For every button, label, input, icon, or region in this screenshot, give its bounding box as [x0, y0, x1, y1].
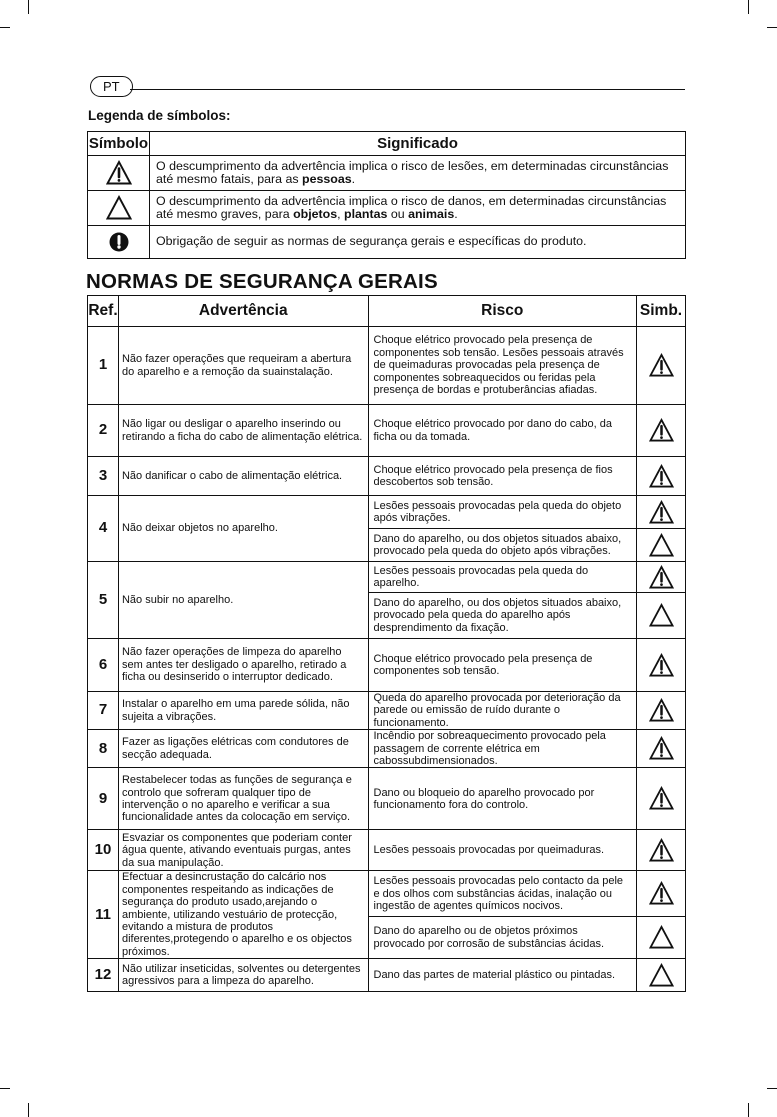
warning-person-icon: [637, 457, 686, 496]
crop-mark: [767, 27, 777, 28]
ref-number: 2: [88, 405, 119, 457]
crop-mark: [748, 1103, 749, 1117]
ref-number: 3: [88, 457, 119, 496]
legend-description: [150, 156, 686, 191]
ref-number: 4: [88, 496, 119, 562]
warning-object-icon: [88, 191, 150, 226]
legend-table: [87, 131, 686, 259]
table-row: [88, 562, 686, 593]
legend-emphasis: objetos: [293, 207, 338, 221]
warning-text: Não fazer operações de limpeza do aparelho sem antes ter desligado o aparelho, retirado a ficha ou desinserido o interruptor dedicado.: [118, 639, 368, 692]
ref-number: 11: [88, 871, 119, 959]
risk-text: Lesões pessoais provocadas pela queda do objeto após vibrações.: [368, 496, 637, 529]
crop-mark: [0, 27, 10, 28]
risk-text: Choque elétrico provocado pela presença de componentes sob tensão.: [368, 639, 637, 692]
risk-text: Incêndio por sobreaquecimento provocado pela passagem de corrente elétrica em cabossubdimensionados.: [368, 730, 637, 768]
warning-text: Instalar o aparelho em uma parede sólida, não sujeita a vibrações.: [118, 692, 368, 730]
risk-text: Dano do aparelho ou de objetos próximos provocado por corrosão de substâncias ácidas.: [368, 917, 637, 959]
section-title: NORMAS DE SEGURANÇA GERAIS: [86, 270, 438, 293]
crop-mark: [0, 1088, 10, 1089]
warning-text: Esvaziar os componentes que poderiam conter água quente, ativando eventuais purgas, antes da sua manipulação.: [118, 830, 368, 871]
legend-description: [150, 226, 686, 259]
warning-person-icon: [637, 871, 686, 917]
risk-text: Lesões pessoais provocadas por queimaduras.: [368, 830, 637, 871]
ref-number: 10: [88, 830, 119, 871]
warning-object-icon: [637, 529, 686, 562]
table-row: [88, 496, 686, 529]
risk-text: Choque elétrico provocado pela presença de fios descobertos sob tensão.: [368, 457, 637, 496]
warning-person-icon: [637, 692, 686, 730]
risk-text: Choque elétrico provocado pela presença de componentes sob tensão. Lesões pessoais através de queimaduras provocadas pela presença de componentes sobreaquecidos ou feridas pela presença de bordas e protuberâncias afiadas.: [368, 327, 637, 405]
crop-mark: [767, 1088, 777, 1089]
legend-header-meaning: Significado: [150, 132, 686, 156]
risk-text: Dano do aparelho, ou dos objetos situados abaixo, provocado pela queda do aparelho após desprendimento da fixação.: [368, 593, 637, 639]
warning-text: Não utilizar inseticidas, solventes ou detergentes agressivos para a limpeza do aparelho.: [118, 959, 368, 992]
risk-text: Queda do aparelho provocada por deterioração da parede ou emissão de ruído durante o funcionamento.: [368, 692, 637, 730]
legend-title: Legenda de símbolos:: [88, 108, 231, 123]
legend-body: [88, 156, 686, 259]
rules-header-row: [88, 296, 686, 327]
risk-text: Dano das partes de material plástico ou pintadas.: [368, 959, 637, 992]
header-rule: [130, 89, 685, 90]
warning-text: Não ligar ou desligar o aparelho inserindo ou retirando a ficha do cabo de alimentação elétrica.: [118, 405, 368, 457]
warning-person-icon: [637, 639, 686, 692]
obligation-icon: [88, 226, 150, 259]
legend-text: ou: [387, 207, 409, 221]
ref-number: 7: [88, 692, 119, 730]
warning-person-icon: [637, 830, 686, 871]
header-risk: Risco: [368, 296, 637, 327]
legend-text: .: [454, 207, 458, 221]
header-symbol: Simb.: [637, 296, 686, 327]
warning-object-icon: [637, 917, 686, 959]
warning-text: Restabelecer todas as funções de segurança e controlo que sofreram qualquer tipo de intervenção o no aparelho e verificar a sua funcionalidade antes da colocação em serviço.: [118, 768, 368, 830]
warning-person-icon: [637, 730, 686, 768]
table-row: [88, 405, 686, 457]
rules-body: [88, 327, 686, 992]
table-row: [88, 768, 686, 830]
table-row: [88, 692, 686, 730]
warning-person-icon: [88, 156, 150, 191]
ref-number: 5: [88, 562, 119, 639]
table-row: [88, 457, 686, 496]
warning-person-icon: [637, 768, 686, 830]
table-row: [88, 639, 686, 692]
table-row: [88, 830, 686, 871]
legend-header-row: [88, 132, 686, 156]
legend-text: O descumprimento da advertência implica o risco de lesões, em determinadas circunstâncias até mesmo fatais, para as: [156, 158, 669, 186]
legend-row: [88, 156, 686, 191]
warning-person-icon: [637, 562, 686, 593]
warning-text: Não deixar objetos no aparelho.: [118, 496, 368, 562]
header-ref: Ref.: [88, 296, 119, 327]
language-badge: [90, 76, 133, 97]
crop-mark: [748, 0, 749, 14]
legend-emphasis: animais: [408, 207, 455, 221]
warning-person-icon: [637, 405, 686, 457]
warning-text: Fazer as ligações elétricas com condutores de secção adequada.: [118, 730, 368, 768]
safety-rules-table: [87, 295, 686, 992]
ref-number: 9: [88, 768, 119, 830]
risk-text: Choque elétrico provocado por dano do cabo, da ficha ou da tomada.: [368, 405, 637, 457]
legend-row: [88, 191, 686, 226]
warning-object-icon: [637, 593, 686, 639]
ref-number: 6: [88, 639, 119, 692]
legend-header-symbol: Símbolo: [88, 132, 150, 156]
risk-text: Dano ou bloqueio do aparelho provocado por funcionamento fora do controlo.: [368, 768, 637, 830]
warning-person-icon: [637, 496, 686, 529]
risk-text: Dano do aparelho, ou dos objetos situados abaixo, provocado pela queda do objeto após vibrações.: [368, 529, 637, 562]
warning-text: Efectuar a desincrustação do calcário nos componentes respeitando as indicações de segurança do produto usado,arejando o ambiente, utilizando vestuário de protecção, evitando a mistura de produtos diferentes,protegendo o aparelho e os objectos próximos.: [118, 871, 368, 959]
legend-text: ,: [337, 207, 345, 221]
table-row: [88, 959, 686, 992]
risk-text: Lesões pessoais provocadas pela queda do aparelho.: [368, 562, 637, 593]
warning-person-icon: [637, 327, 686, 405]
ref-number: 12: [88, 959, 119, 992]
legend-description: [150, 191, 686, 226]
legend-text: Obrigação de seguir as normas de segurança gerais e específicas do produto.: [156, 234, 587, 249]
legend-emphasis: plantas: [344, 207, 388, 221]
risk-text: Lesões pessoais provocadas pelo contacto da pele e dos olhos com substâncias ácidas, inalação ou ingestão de agentes químicos nocivos.: [368, 871, 637, 917]
crop-mark: [28, 1103, 29, 1117]
legend-emphasis: pessoas: [302, 172, 352, 186]
header-warning: Advertência: [118, 296, 368, 327]
table-row: [88, 327, 686, 405]
legend-row: [88, 226, 686, 259]
warning-text: Não subir no aparelho.: [118, 562, 368, 639]
ref-number: 8: [88, 730, 119, 768]
warning-text: Não fazer operações que requeiram a abertura do aparelho e a remoção da suainstalação.: [118, 327, 368, 405]
table-row: [88, 730, 686, 768]
legend-text: O descumprimento da advertência implica o risco de danos, em determinadas circunstâncias até mesmo graves, para: [156, 193, 667, 221]
language-label: PT: [90, 76, 133, 97]
crop-mark: [28, 0, 29, 14]
ref-number: 1: [88, 327, 119, 405]
warning-object-icon: [637, 959, 686, 992]
legend-text: .: [351, 172, 356, 186]
table-row: [88, 871, 686, 917]
warning-text: Não danificar o cabo de alimentação elétrica.: [118, 457, 368, 496]
